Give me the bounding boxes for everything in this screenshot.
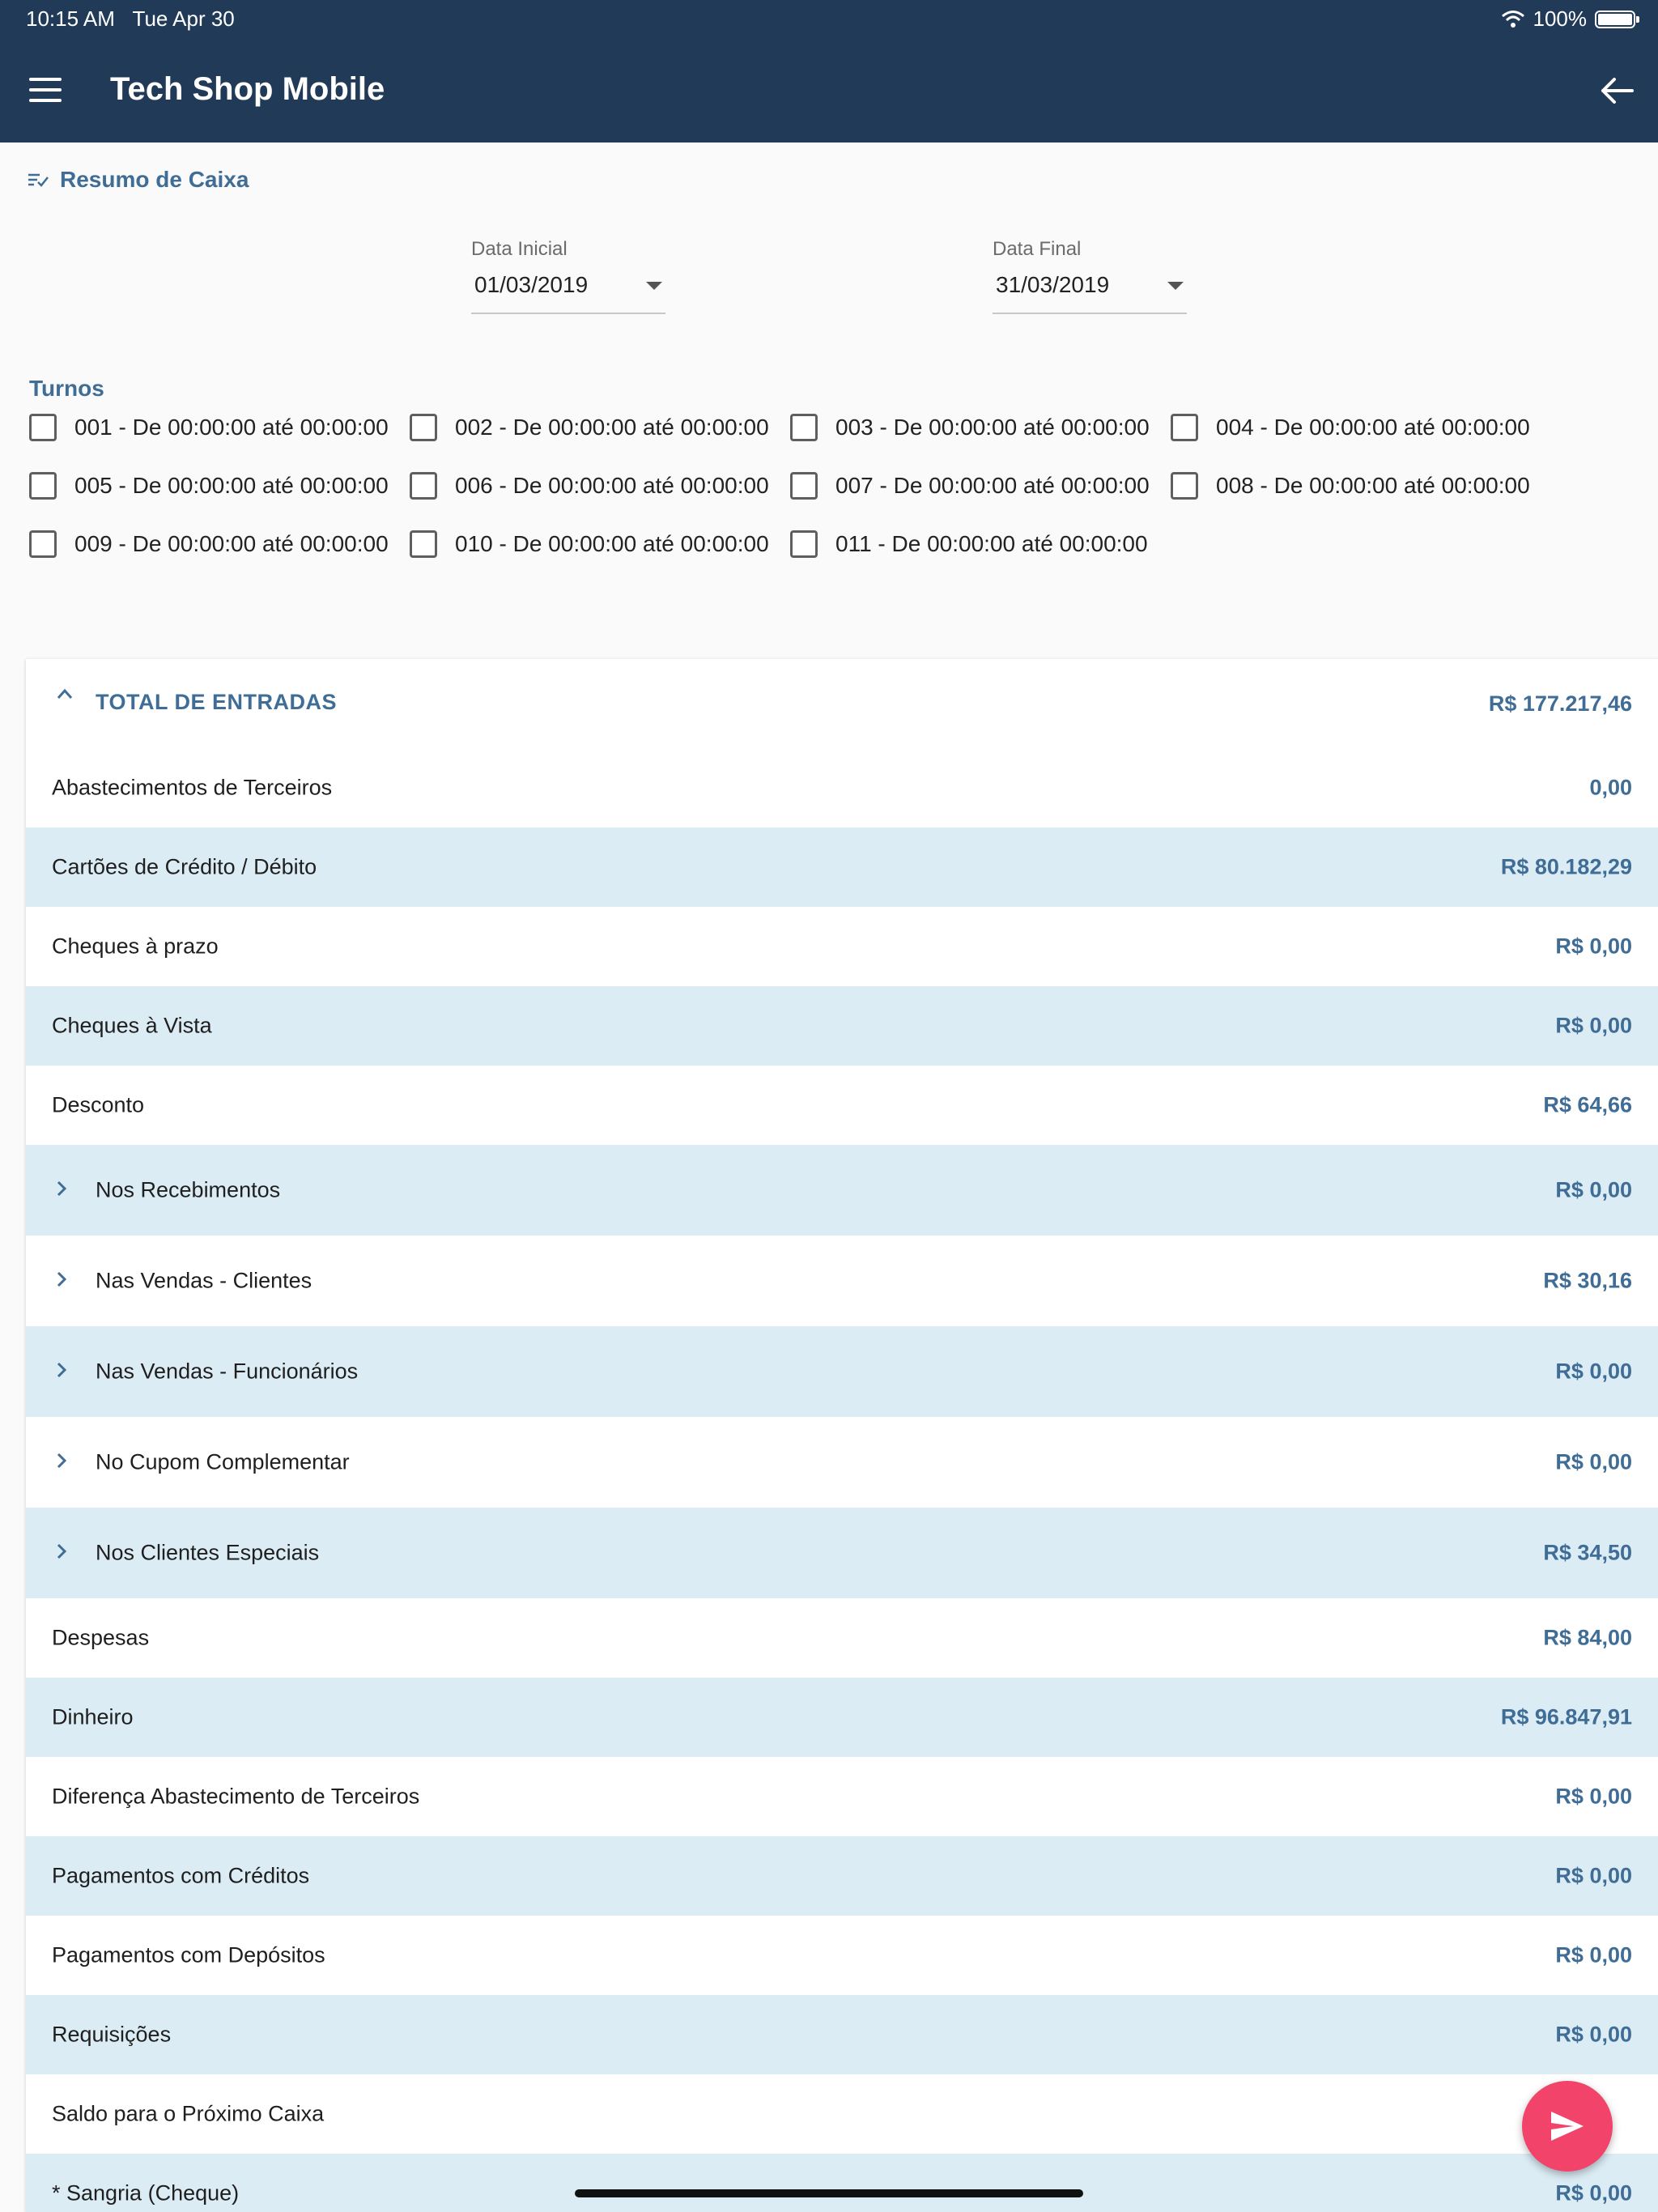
summary-row	[26, 1678, 1658, 1757]
summary-header[interactable]	[26, 659, 1658, 748]
chevron-right-icon[interactable]	[57, 1362, 66, 1378]
row-label: Pagamentos com Créditos	[52, 1863, 310, 1888]
shift-checkbox-007[interactable]	[790, 472, 1150, 500]
checkbox[interactable]	[410, 472, 437, 500]
summary-row	[26, 1836, 1658, 1916]
checkbox[interactable]	[410, 530, 437, 558]
shift-checkbox-004[interactable]	[1171, 414, 1530, 441]
end-date-value: 31/03/2019	[996, 272, 1110, 297]
status-date: Tue Apr 30	[132, 6, 235, 31]
summary-total: R$ 177.217,46	[1488, 691, 1632, 716]
status-indicators	[1501, 6, 1636, 32]
expandable-row[interactable]	[26, 1236, 1658, 1326]
end-date-field[interactable]	[993, 238, 1187, 314]
wifi-icon	[1501, 10, 1525, 29]
send-icon	[1550, 2110, 1585, 2142]
shift-checkbox-009[interactable]	[29, 530, 389, 558]
shift-label: 010 - De 00:00:00 até 00:00:00	[455, 531, 769, 556]
row-label: Requisições	[52, 2022, 172, 2047]
shift-checkbox-010[interactable]	[410, 530, 769, 558]
shift-checkbox-005[interactable]	[29, 472, 389, 500]
chevron-right-icon[interactable]	[57, 1271, 66, 1287]
row-label: Abastecimentos de Terceiros	[52, 775, 333, 800]
row-amount: R$ 0,00	[1555, 1784, 1632, 1809]
page-title: Resumo de Caixa	[60, 167, 249, 192]
row-label: Nos Recebimentos	[96, 1177, 281, 1202]
shift-checkbox-011[interactable]	[790, 530, 1148, 558]
shift-label: 009 - De 00:00:00 até 00:00:00	[74, 531, 389, 556]
shift-label: 001 - De 00:00:00 até 00:00:00	[74, 415, 389, 440]
shift-label: 004 - De 00:00:00 até 00:00:00	[1216, 415, 1530, 440]
dropdown-arrow-icon	[646, 282, 662, 290]
shift-label: 007 - De 00:00:00 até 00:00:00	[835, 473, 1150, 498]
row-amount: R$ 0,00	[1555, 934, 1632, 959]
status-time	[26, 6, 235, 32]
menu-icon[interactable]	[29, 78, 62, 102]
summary-row	[26, 748, 1658, 827]
shift-label: 002 - De 00:00:00 até 00:00:00	[455, 415, 769, 440]
battery-percent: 100%	[1533, 6, 1587, 31]
start-date-field[interactable]	[471, 238, 665, 314]
row-amount: R$ 0,00	[1555, 1449, 1632, 1474]
row-label: Nas Vendas - Funcionários	[96, 1359, 359, 1384]
summary-row	[26, 827, 1658, 907]
back-arrow-icon[interactable]	[1598, 74, 1634, 107]
app-title: Tech Shop Mobile	[110, 71, 385, 107]
shift-checkbox-003[interactable]	[790, 414, 1150, 441]
checkbox[interactable]	[790, 414, 818, 441]
checkbox[interactable]	[29, 472, 57, 500]
checkbox[interactable]	[790, 472, 818, 500]
row-label: Cartões de Crédito / Débito	[52, 854, 317, 879]
checkbox[interactable]	[1171, 472, 1198, 500]
end-date-label: Data Final	[993, 238, 1082, 260]
row-amount: R$ 0,00	[1555, 2022, 1632, 2047]
app-bar	[0, 0, 1658, 143]
start-date-value: 01/03/2019	[474, 272, 589, 297]
expandable-row[interactable]	[26, 1417, 1658, 1508]
shift-label: 006 - De 00:00:00 até 00:00:00	[455, 473, 769, 498]
row-amount: R$ 0,00	[1555, 1177, 1632, 1202]
chevron-right-icon[interactable]	[57, 1453, 66, 1469]
row-amount: R$ 0,00	[1555, 2180, 1632, 2206]
shift-label: 008 - De 00:00:00 até 00:00:00	[1216, 473, 1530, 498]
summary-row	[26, 986, 1658, 1066]
expandable-row[interactable]	[26, 1508, 1658, 1598]
home-indicator	[575, 2189, 1083, 2197]
checkbox[interactable]	[29, 414, 57, 441]
row-amount: R$ 0,00	[1555, 1359, 1632, 1384]
row-label: Pagamentos com Depósitos	[52, 1942, 325, 1967]
expandable-row[interactable]	[26, 1326, 1658, 1417]
start-date-label: Data Inicial	[471, 238, 568, 260]
row-amount: R$ 64,66	[1543, 1092, 1632, 1117]
checkbox[interactable]	[410, 414, 437, 441]
shifts-label: Turnos	[29, 376, 104, 401]
shift-checkbox-001[interactable]	[29, 414, 389, 441]
row-amount: R$ 0,00	[1555, 1863, 1632, 1888]
summary-row	[26, 1757, 1658, 1836]
row-label: Saldo para o Próximo Caixa	[52, 2101, 325, 2126]
summary-row	[26, 1066, 1658, 1145]
summary-row	[26, 1598, 1658, 1678]
summary-row	[26, 2074, 1658, 2154]
row-amount: R$ 30,16	[1543, 1268, 1632, 1293]
shift-checkbox-008[interactable]	[1171, 472, 1530, 500]
row-label: Nas Vendas - Clientes	[96, 1268, 312, 1293]
checkbox[interactable]	[790, 530, 818, 558]
row-label: Diferença Abastecimento de Terceiros	[52, 1784, 420, 1809]
summary-row	[26, 907, 1658, 986]
summary-row	[26, 1995, 1658, 2074]
row-amount: R$ 80.182,29	[1500, 854, 1632, 879]
row-label: Desconto	[52, 1092, 145, 1117]
row-label: Cheques à Vista	[52, 1013, 212, 1038]
row-label: * Sangria (Cheque)	[52, 2180, 240, 2206]
expandable-row[interactable]	[26, 1145, 1658, 1236]
shift-label: 011 - De 00:00:00 até 00:00:00	[835, 531, 1148, 556]
sort-check-icon	[28, 172, 49, 187]
row-label: Cheques à prazo	[52, 934, 219, 959]
checkbox[interactable]	[29, 530, 57, 558]
row-amount: R$ 84,00	[1543, 1625, 1632, 1650]
chevron-right-icon[interactable]	[57, 1543, 66, 1559]
row-label: Despesas	[52, 1625, 150, 1650]
summary-card	[26, 659, 1658, 2212]
row-amount: R$ 0,00	[1555, 1013, 1632, 1038]
row-label: No Cupom Complementar	[96, 1449, 350, 1474]
checkbox[interactable]	[1171, 414, 1198, 441]
start-date-select[interactable]	[471, 272, 665, 314]
row-label: Dinheiro	[52, 1704, 134, 1729]
send-fab-button[interactable]	[1522, 2081, 1613, 2172]
dropdown-arrow-icon	[1167, 282, 1184, 290]
row-amount: R$ 34,50	[1543, 1540, 1632, 1565]
row-amount: 0,00	[1589, 775, 1632, 800]
shift-label: 005 - De 00:00:00 até 00:00:00	[74, 473, 389, 498]
page-heading	[28, 167, 249, 193]
shift-label: 003 - De 00:00:00 até 00:00:00	[835, 415, 1150, 440]
end-date-select[interactable]	[993, 272, 1187, 314]
shift-checkbox-002[interactable]	[410, 414, 769, 441]
chevron-right-icon[interactable]	[57, 1180, 66, 1197]
row-amount: R$ 0,00	[1555, 1942, 1632, 1967]
row-label: Nos Clientes Especiais	[96, 1540, 320, 1565]
shift-checkbox-006[interactable]	[410, 472, 769, 500]
summary-title: TOTAL DE ENTRADAS	[96, 690, 338, 714]
summary-row	[26, 2154, 1658, 2212]
summary-row	[26, 1916, 1658, 1995]
status-clock: 10:15 AM	[26, 6, 115, 31]
battery-icon	[1595, 11, 1635, 28]
row-amount: R$ 96.847,91	[1500, 1704, 1632, 1729]
chevron-up-icon[interactable]	[57, 688, 73, 700]
